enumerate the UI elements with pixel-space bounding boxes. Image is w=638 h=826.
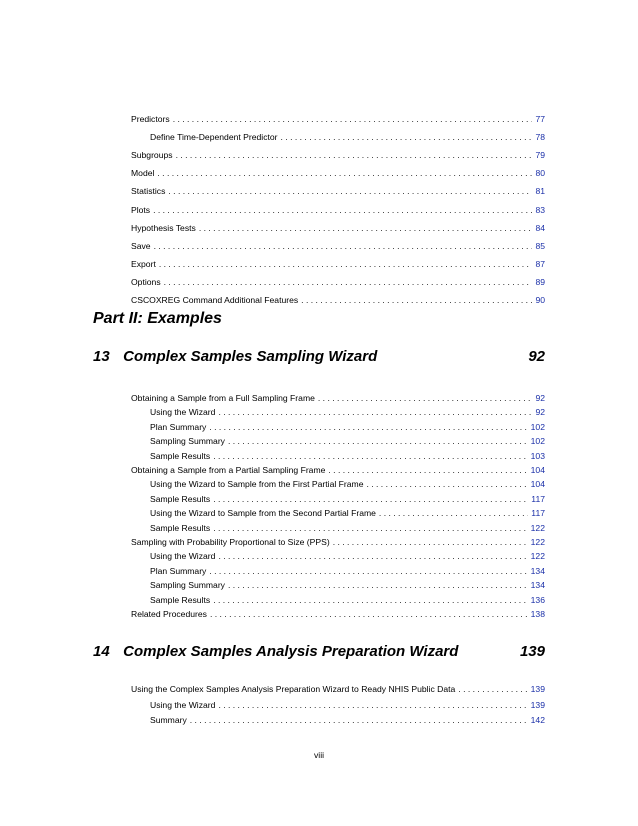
toc-entry[interactable]	[150, 580, 545, 591]
chapter-14-page: 139	[519, 643, 545, 660]
toc-entry[interactable]	[131, 223, 545, 234]
toc-entry[interactable]	[150, 479, 545, 490]
toc-entry-page-link[interactable]: 79	[535, 150, 545, 161]
toc-entry-page-link[interactable]: 122	[530, 537, 545, 547]
chapter-13-number: 13	[93, 348, 110, 365]
toc-entry-page-link[interactable]: 117	[531, 508, 545, 519]
toc-entry-title: Using the Wizard	[150, 551, 216, 562]
part-title: Part II: Examples	[93, 310, 222, 327]
toc-entry-page-link[interactable]: 81	[535, 186, 545, 197]
chapter-13-heading[interactable]	[93, 348, 545, 365]
toc-entry-page-link[interactable]: 138	[530, 609, 545, 619]
toc-entry[interactable]	[131, 537, 545, 548]
toc-entry-page-link[interactable]: 142	[530, 715, 545, 725]
toc-leader-dots	[199, 223, 533, 234]
toc-entry[interactable]	[150, 715, 545, 726]
toc-leader-dots	[213, 595, 527, 606]
toc-entry[interactable]	[150, 551, 545, 562]
toc-leader-dots	[333, 537, 528, 548]
toc-leader-dots	[328, 465, 527, 476]
toc-entry-page-link[interactable]: 104	[530, 465, 545, 475]
toc-entry[interactable]	[131, 186, 545, 197]
toc-leader-dots	[213, 494, 528, 505]
toc-entry-page-link[interactable]: 117	[531, 493, 545, 504]
toc-entry-page-link[interactable]: 80	[535, 168, 545, 179]
toc-entry-title: Define Time-Dependent Predictor	[150, 132, 278, 143]
toc-entry[interactable]	[150, 407, 545, 418]
toc-entry[interactable]	[150, 508, 545, 519]
toc-entry-title: Sample Results	[150, 493, 211, 504]
chapter-14-title-group	[93, 643, 458, 660]
toc-entry-page-link[interactable]: 102	[530, 436, 545, 447]
toc-leader-dots	[213, 451, 527, 462]
toc-leader-dots	[281, 132, 533, 143]
toc-entry[interactable]	[150, 132, 545, 143]
toc-entry-page-link[interactable]: 103	[530, 450, 545, 461]
toc-entry-title: Obtaining a Sample from a Full Sampling Frame	[131, 393, 315, 403]
toc-entry[interactable]	[150, 436, 545, 447]
toc-entry-page-link[interactable]: 90	[535, 295, 545, 305]
toc-leader-dots	[153, 205, 532, 216]
page-number-footer: viii	[313, 750, 325, 760]
toc-entry-title: Sampling Summary	[150, 436, 225, 447]
toc-leader-dots	[213, 523, 527, 534]
toc-entry-title: Using the Complex Samples Analysis Preparation Wizard to Ready NHIS Public Data	[131, 684, 456, 694]
toc-entry-title: Save	[131, 240, 151, 251]
toc-entry-page-link[interactable]: 87	[535, 258, 545, 269]
toc-entry[interactable]	[131, 609, 545, 620]
toc-leader-dots	[209, 422, 527, 433]
toc-entry-title: CSCOXREG Command Additional Features	[131, 295, 299, 305]
toc-entry-title: Using the Wizard	[150, 407, 216, 418]
toc-leader-dots	[159, 259, 533, 270]
toc-leader-dots	[173, 114, 533, 125]
toc-entry-page-link[interactable]: 136	[530, 594, 545, 605]
toc-entry-title: Sampling Summary	[150, 580, 225, 591]
toc-leader-dots	[210, 609, 528, 620]
toc-entry-page-link[interactable]: 92	[535, 393, 545, 403]
toc-entry-title: Summary	[150, 715, 187, 725]
toc-leader-dots	[176, 150, 533, 161]
toc-entry[interactable]	[150, 451, 545, 462]
toc-entry[interactable]	[131, 684, 545, 695]
toc-leader-dots	[301, 295, 532, 306]
toc-entry-title: Sample Results	[150, 594, 211, 605]
toc-entry-title: Options	[131, 276, 161, 287]
toc-entry-page-link[interactable]: 83	[535, 204, 545, 215]
toc-entry[interactable]	[150, 700, 545, 711]
toc-entry[interactable]	[131, 295, 545, 306]
toc-entry-title: Sampling with Probability Proportional to Size (PPS)	[131, 537, 330, 547]
chapter-14-heading[interactable]	[93, 643, 545, 660]
toc-leader-dots	[218, 700, 527, 711]
toc-entry-page-link[interactable]: 134	[530, 565, 545, 576]
toc-leader-dots	[228, 580, 528, 591]
toc-entry-page-link[interactable]: 102	[530, 421, 545, 432]
toc-entry-title: Sample Results	[150, 450, 211, 461]
toc-leader-dots	[228, 436, 528, 447]
toc-entry-page-link[interactable]: 139	[530, 699, 545, 710]
toc-leader-dots	[190, 715, 528, 726]
toc-leader-dots	[168, 186, 532, 197]
chapter-14-number: 14	[93, 643, 110, 660]
toc-entry-title: Sample Results	[150, 522, 211, 533]
chapter-13-page: 92	[528, 348, 545, 365]
toc-entry-title: Hypothesis Tests	[131, 222, 196, 233]
toc-entry-page-link[interactable]: 139	[530, 684, 545, 694]
chapter-14-title: Complex Samples Analysis Preparation Wizard	[123, 643, 459, 660]
toc-entry[interactable]	[131, 241, 545, 252]
toc-entry[interactable]	[131, 259, 545, 270]
toc-entry-title: Plan Summary	[150, 565, 207, 576]
toc-entry-page-link[interactable]: 89	[535, 276, 545, 287]
toc-entry-title: Related Procedures	[131, 609, 207, 619]
toc-entry-title: Statistics	[131, 186, 166, 197]
toc-entry-page-link[interactable]: 134	[530, 580, 545, 591]
toc-leader-dots	[209, 566, 527, 577]
toc-entry-page-link[interactable]: 77	[535, 114, 545, 124]
toc-entry-title: Export	[131, 258, 156, 269]
toc-entry-page-link[interactable]: 122	[530, 522, 545, 533]
toc-entry-title: Plots	[131, 204, 151, 215]
toc-leader-dots	[154, 241, 533, 252]
toc-entry-title: Subgroups	[131, 150, 173, 161]
toc-entry-title: Predictors	[131, 114, 170, 124]
toc-entry-page-link[interactable]: 122	[530, 551, 545, 562]
toc-entry[interactable]	[131, 465, 545, 476]
toc-entry-title: Using the Wizard to Sample from the Second Partial Frame	[150, 508, 376, 519]
toc-leader-dots	[318, 393, 533, 404]
toc-entry-page-link[interactable]: 78	[535, 132, 545, 143]
toc-entry[interactable]	[150, 523, 545, 534]
toc-entry-title: Obtaining a Sample from a Partial Sampling Frame	[131, 465, 326, 475]
chapter-13-title: Complex Samples Sampling Wizard	[123, 348, 378, 365]
toc-entry[interactable]	[131, 277, 545, 288]
toc-entry[interactable]	[150, 422, 545, 433]
toc-leader-dots	[157, 168, 532, 179]
toc-entry-page-link[interactable]: 84	[535, 222, 545, 233]
toc-leader-dots	[218, 407, 532, 418]
toc-entry-page-link[interactable]: 92	[535, 407, 545, 418]
toc-leader-dots	[164, 277, 533, 288]
toc-entry-title: Using the Wizard to Sample from the First Partial Frame	[150, 479, 364, 490]
toc-entry[interactable]	[131, 114, 545, 125]
toc-entry[interactable]	[150, 494, 545, 505]
toc-entry-page-link[interactable]: 104	[530, 479, 545, 490]
toc-entry[interactable]	[131, 168, 545, 179]
toc-entry-page-link[interactable]: 85	[535, 240, 545, 251]
toc-entry-title: Plan Summary	[150, 421, 207, 432]
toc-entry[interactable]	[131, 393, 545, 404]
toc-leader-dots	[218, 551, 527, 562]
toc-entry[interactable]	[150, 595, 545, 606]
chapter-13-title-group	[93, 348, 377, 365]
toc-leader-dots	[379, 508, 528, 519]
toc-leader-dots	[458, 684, 527, 695]
toc-entry-title: Model	[131, 168, 155, 179]
toc-entry[interactable]	[150, 566, 545, 577]
toc-entry-title: Using the Wizard	[150, 699, 216, 710]
toc-entry[interactable]	[131, 205, 545, 216]
toc-leader-dots	[366, 479, 527, 490]
toc-entry[interactable]	[131, 150, 545, 161]
